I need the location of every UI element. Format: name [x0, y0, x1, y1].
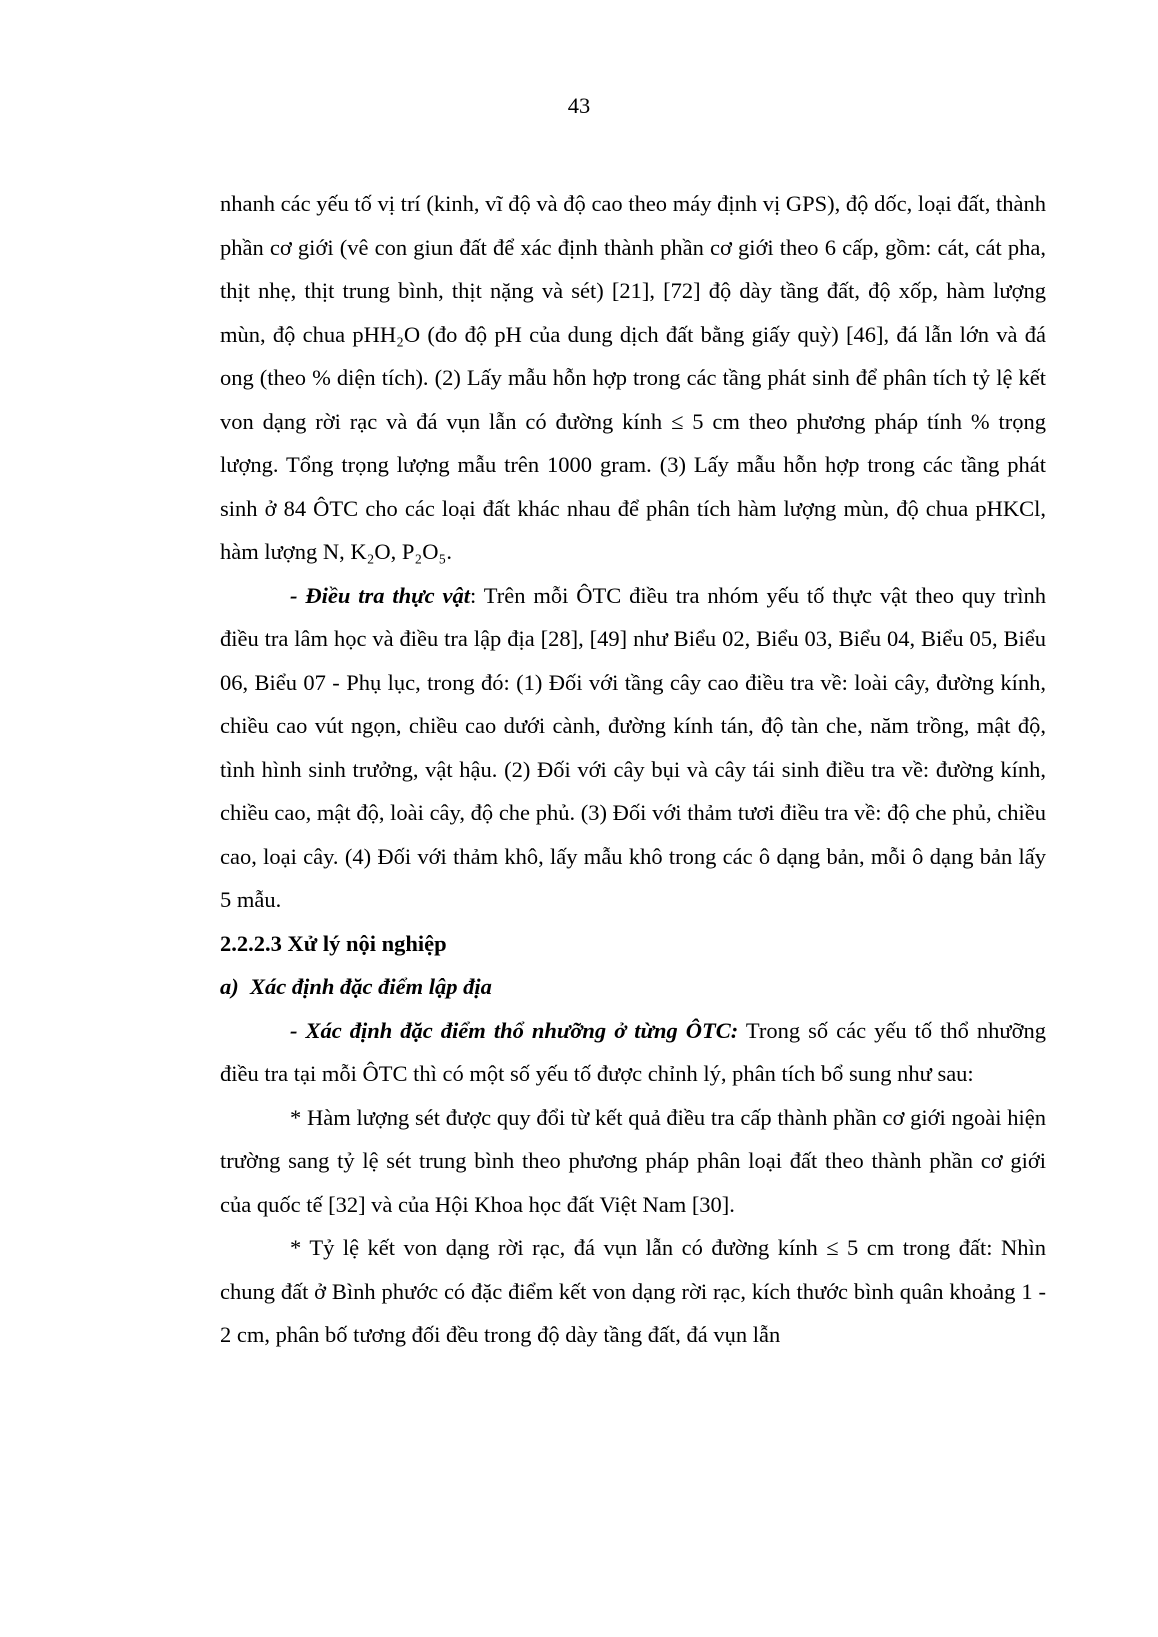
paragraph-gravel-ratio	[220, 1226, 1046, 1357]
vegetation-survey-lead: - Điều tra thực vật	[290, 582, 471, 608]
paragraph-soil-characteristics	[220, 1009, 1046, 1096]
soil-survey-text: nhanh các yếu tố vị trí (kinh, vĩ độ và độ cao theo máy định vị GPS), độ dốc, loại đất, thành phần cơ giới (vê con giun đất để xác định thành phần cơ giới theo 6 cấp, gồm: cát, cát pha, thịt nhẹ, thịt trung bình, thịt nặng và sét) [21], [72] độ dày tầng đất, độ xốp, hàm lượng mùn, độ chua pHH₂O (đo độ pH của dung dịch đất bằng giấy quỳ) [46], đá lẫn lớn và đá ong (theo % diện tích). (2) Lấy mẫu hỗn hợp trong các tầng phát sinh để phân tích tỷ lệ kết von dạng rời rạc và đá vụn lẫn có đường kính ≤ 5 cm theo phương pháp tính % trọng lượng. Tổng trọng lượng mẫu trên 1000 gram. (3) Lấy mẫu hỗn hợp trong các tầng phát sinh ở 84 ÔTC cho các loại đất khác nhau để phân tích hàm lượng mùn, độ chua pHKCl, hàm lượng N, K₂O, P₂O₅.	[220, 191, 1046, 564]
page-number: 43	[567, 93, 591, 118]
heading-section-2-2-2-3-text: 2.2.2.3 Xử lý nội nghiệp	[220, 930, 447, 956]
heading-section-2-2-2-3	[220, 922, 1046, 966]
soil-characteristics-text: Trong số các yếu tố thổ nhưỡng điều tra tại mỗi ÔTC thì có một số yếu tố được chỉnh lý, phân tích bổ sung như sau:	[220, 1017, 1046, 1086]
vegetation-survey-text: : Trên mỗi ÔTC điều tra nhóm yếu tố thực vật theo quy trình điều tra lâm học và điều tra lập địa [28], [49] như Biểu 02, Biểu 03, Biểu 04, Biểu 05, Biểu 06, Biểu 07 - Phụ lục, trong đó: (1) Đối với tầng cây cao điều tra về: loài cây, đường kính, chiều cao vút ngọn, chiều cao dưới cành, đường kính tán, độ tàn che, năm trồng, mật độ, tình hình sinh trưởng, vật hậu. (2) Đối với cây bụi và cây tái sinh điều tra về: đường kính, chiều cao, mật độ, loài cây, độ che phủ. (3) Đối với thảm tươi điều tra về: độ che phủ, chiều cao, loại cây. (4) Đối với thảm khô, lấy mẫu khô trong các ô dạng bản, mỗi ô dạng bản lấy 5 mẫu.	[220, 582, 1046, 912]
paragraph-clay-content	[220, 1096, 1046, 1227]
page-body	[220, 182, 1046, 1357]
clay-content-text: * Hàm lượng sét được quy đổi từ kết quả điều tra cấp thành phần cơ giới ngoài hiện trường sang tỷ lệ sét trung bình theo phương pháp phân loại đất theo thành phần cơ giới của quốc tế [32] và của Hội Khoa học đất Việt Nam [30].	[220, 1104, 1046, 1217]
paragraph-soil-survey	[220, 182, 1046, 574]
subheading-a-site-characteristics-text: a) Xác định đặc điểm lập địa	[220, 974, 492, 999]
subheading-a-site-characteristics	[220, 965, 1046, 1009]
gravel-ratio-text: * Tỷ lệ kết von dạng rời rạc, đá vụn lẫn có đường kính ≤ 5 cm trong đất: Nhìn chung đất ở Bình phước có đặc điểm kết von dạng rời rạc, kích thước bình quân khoảng 1 - 2 cm, phân bố tương đối đều trong độ dày tầng đất, đá vụn lẫn	[220, 1235, 1046, 1347]
soil-characteristics-lead: - Xác định đặc điểm thổ nhưỡng ở từng ÔTC:	[290, 1017, 739, 1043]
paragraph-vegetation-survey	[220, 574, 1046, 922]
